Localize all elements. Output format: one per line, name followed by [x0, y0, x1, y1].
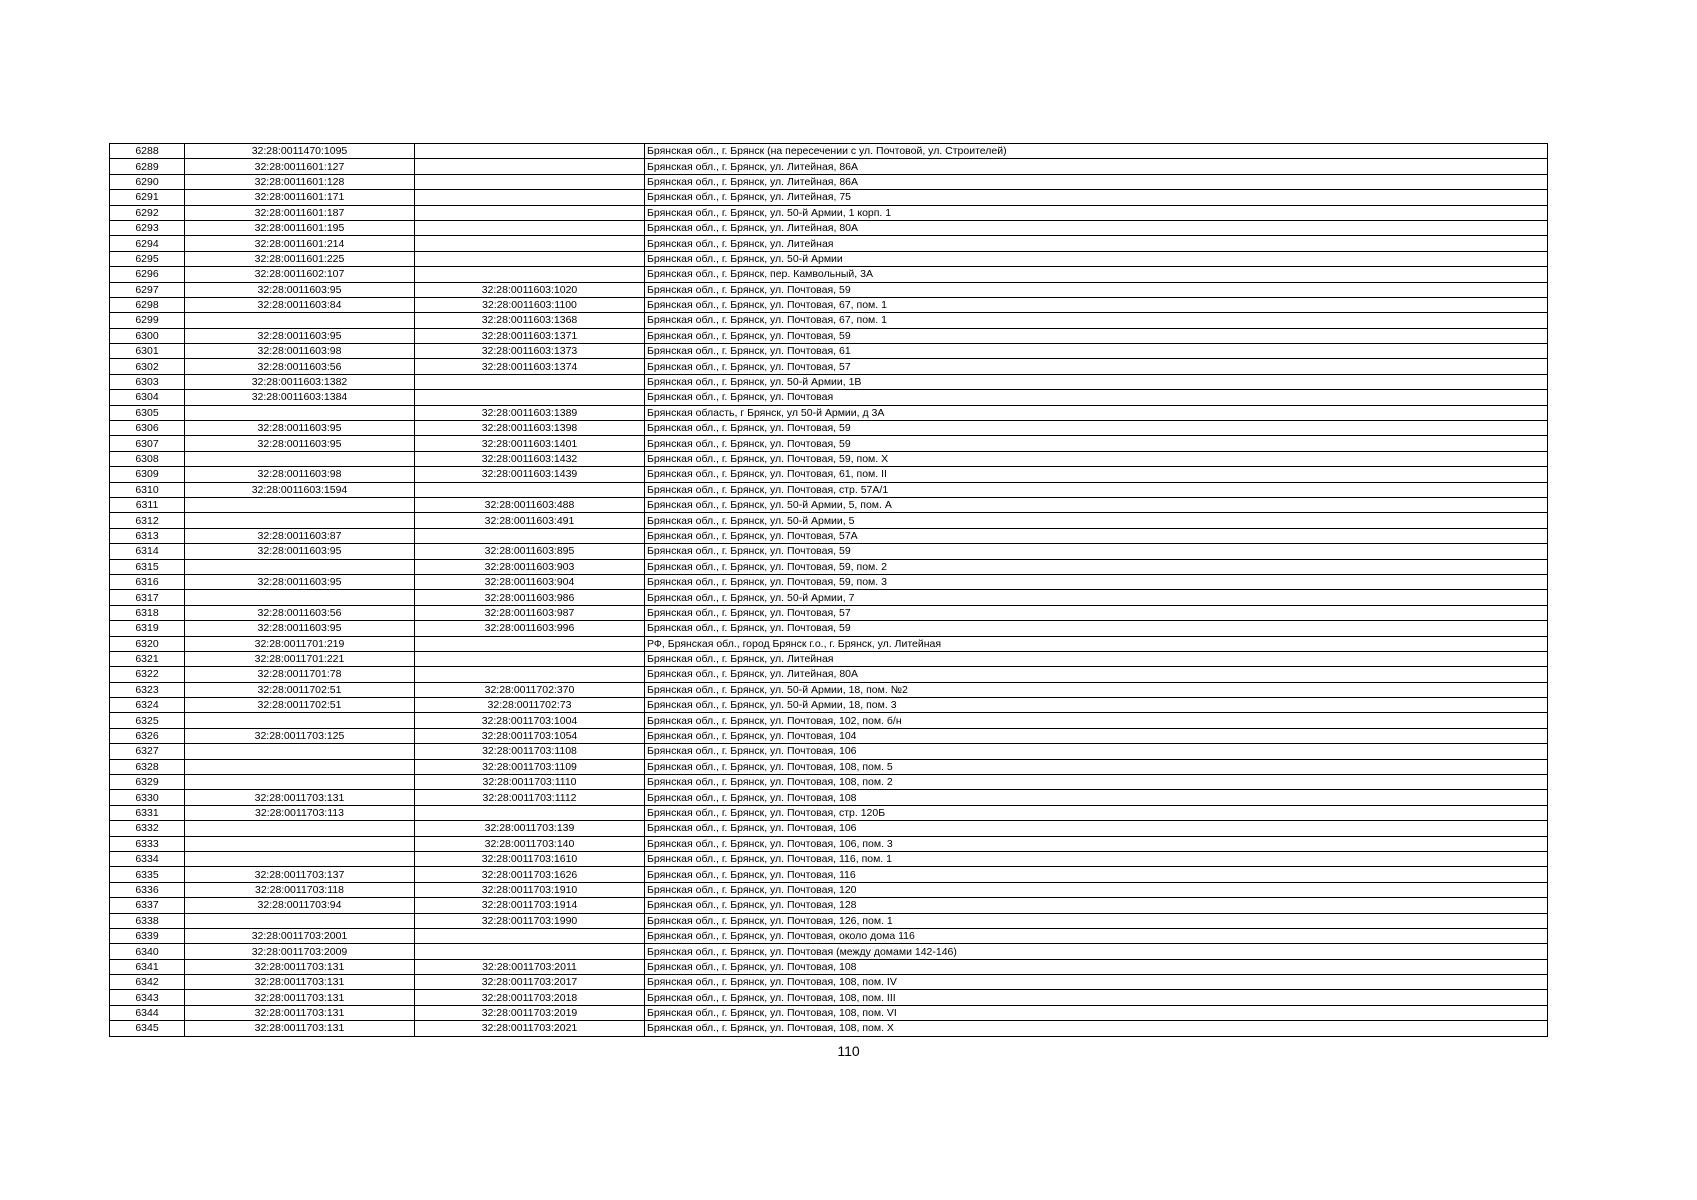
address-cell: Брянская обл., г. Брянск, ул. 50-й Армии, 18, пом. 3 [645, 698, 1548, 713]
address-cell: Брянская обл., г. Брянск, ул. Почтовая, 102, пом. б/н [645, 713, 1548, 728]
address-cell: Брянская обл., г. Брянск, ул. Почтовая, 67, пом. 1 [645, 313, 1548, 328]
table-row [110, 513, 1548, 528]
table-row [110, 805, 1548, 820]
land-cadastral-number-cell [185, 590, 415, 605]
land-cadastral-number-cell: 32:28:0011703:94 [185, 898, 415, 913]
address-cell: Брянская обл., г. Брянск, ул. Почтовая, 106, пом. 3 [645, 836, 1548, 851]
row-number-cell: 6341 [110, 959, 185, 974]
row-number-cell: 6289 [110, 159, 185, 174]
land-cadastral-number-cell: 32:28:0011603:84 [185, 297, 415, 312]
table-row [110, 205, 1548, 220]
land-cadastral-number-cell [185, 513, 415, 528]
address-cell: Брянская обл., г. Брянск, ул. Почтовая, 120 [645, 882, 1548, 897]
address-cell: Брянская обл., г. Брянск, ул. Почтовая, 59, пом. X [645, 451, 1548, 466]
table-row [110, 851, 1548, 866]
row-number-cell: 6345 [110, 1021, 185, 1036]
row-number-cell: 6325 [110, 713, 185, 728]
address-cell: Брянская обл., г. Брянск, ул. Почтовая, 108, пом. 2 [645, 775, 1548, 790]
row-number-cell: 6342 [110, 975, 185, 990]
address-cell: Брянская обл., г. Брянск, ул. Почтовая, 116, пом. 1 [645, 851, 1548, 866]
table-row [110, 544, 1548, 559]
address-cell: Брянская обл., г. Брянск, ул. Почтовая, 108, пом. IV [645, 975, 1548, 990]
table-row [110, 1005, 1548, 1020]
land-cadastral-number-cell: 32:28:0011703:131 [185, 1005, 415, 1020]
table-row [110, 574, 1548, 589]
address-cell: Брянская обл., г. Брянск, ул. Почтовая, стр. 57А/1 [645, 482, 1548, 497]
row-number-cell: 6343 [110, 990, 185, 1005]
object-cadastral-number-cell [415, 944, 645, 959]
address-cell: Брянская обл., г. Брянск, ул. Почтовая, 59 [645, 421, 1548, 436]
land-cadastral-number-cell: 32:28:0011703:118 [185, 882, 415, 897]
table-row [110, 359, 1548, 374]
land-cadastral-number-cell: 32:28:0011701:219 [185, 636, 415, 651]
row-number-cell: 6332 [110, 821, 185, 836]
object-cadastral-number-cell [415, 251, 645, 266]
land-cadastral-number-cell: 32:28:0011603:95 [185, 328, 415, 343]
land-cadastral-number-cell: 32:28:0011603:87 [185, 528, 415, 543]
object-cadastral-number-cell [415, 190, 645, 205]
address-cell: Брянская обл., г. Брянск, ул. Почтовая, 128 [645, 898, 1548, 913]
object-cadastral-number-cell: 32:28:0011603:491 [415, 513, 645, 528]
row-number-cell: 6301 [110, 344, 185, 359]
address-cell: Брянская обл., г. Брянск, ул. Почтовая, 108, пом. VI [645, 1005, 1548, 1020]
object-cadastral-number-cell: 32:28:0011603:895 [415, 544, 645, 559]
row-number-cell: 6291 [110, 190, 185, 205]
land-cadastral-number-cell: 32:28:0011601:128 [185, 174, 415, 189]
table-row [110, 1021, 1548, 1036]
row-number-cell: 6299 [110, 313, 185, 328]
address-cell: Брянская обл., г. Брянск, ул. Почтовая, 59 [645, 544, 1548, 559]
table-row [110, 220, 1548, 235]
land-cadastral-number-cell: 32:28:0011601:187 [185, 205, 415, 220]
row-number-cell: 6315 [110, 559, 185, 574]
row-number-cell: 6305 [110, 405, 185, 420]
row-number-cell: 6344 [110, 1005, 185, 1020]
address-cell: Брянская обл., г. Брянск, ул. Почтовая, 106 [645, 744, 1548, 759]
table-row [110, 775, 1548, 790]
address-cell: Брянская обл., г. Брянск, ул. Литейная, 86А [645, 174, 1548, 189]
row-number-cell: 6323 [110, 682, 185, 697]
table-row [110, 867, 1548, 882]
land-cadastral-number-cell [185, 744, 415, 759]
row-number-cell: 6320 [110, 636, 185, 651]
land-cadastral-number-cell: 32:28:0011701:78 [185, 667, 415, 682]
address-cell: Брянская обл., г. Брянск, ул. Почтовая, 116 [645, 867, 1548, 882]
land-cadastral-number-cell: 32:28:0011603:95 [185, 574, 415, 589]
address-cell: Брянская обл., г. Брянск, ул. Почтовая, 108 [645, 790, 1548, 805]
row-number-cell: 6294 [110, 236, 185, 251]
object-cadastral-number-cell: 32:28:0011603:1398 [415, 421, 645, 436]
object-cadastral-number-cell [415, 220, 645, 235]
address-cell: Брянская обл., г. Брянск, ул. Почтовая, 57А [645, 528, 1548, 543]
row-number-cell: 6335 [110, 867, 185, 882]
address-cell: Брянская обл., г. Брянск, ул. Почтовая, 59 [645, 282, 1548, 297]
row-number-cell: 6307 [110, 436, 185, 451]
object-cadastral-number-cell: 32:28:0011703:1109 [415, 759, 645, 774]
address-cell: Брянская обл., г. Брянск, ул. Почтовая, 104 [645, 728, 1548, 743]
object-cadastral-number-cell: 32:28:0011703:2021 [415, 1021, 645, 1036]
address-cell: Брянская обл., г. Брянск, ул. Почтовая, 61, пом. II [645, 467, 1548, 482]
row-number-cell: 6308 [110, 451, 185, 466]
row-number-cell: 6334 [110, 851, 185, 866]
row-number-cell: 6313 [110, 528, 185, 543]
table-row [110, 405, 1548, 420]
object-cadastral-number-cell [415, 390, 645, 405]
row-number-cell: 6321 [110, 651, 185, 666]
row-number-cell: 6327 [110, 744, 185, 759]
table-row [110, 144, 1548, 159]
address-cell: Брянская обл., г. Брянск, ул. Литейная [645, 236, 1548, 251]
object-cadastral-number-cell: 32:28:0011703:1004 [415, 713, 645, 728]
row-number-cell: 6295 [110, 251, 185, 266]
object-cadastral-number-cell: 32:28:0011703:2018 [415, 990, 645, 1005]
address-cell: Брянская обл., г. Брянск, ул. 50-й Армии, 1 корп. 1 [645, 205, 1548, 220]
table-row [110, 651, 1548, 666]
land-cadastral-number-cell: 32:28:0011703:131 [185, 1021, 415, 1036]
address-cell: Брянская обл., г. Брянск, ул. Почтовая (между домами 142-146) [645, 944, 1548, 959]
row-number-cell: 6310 [110, 482, 185, 497]
land-cadastral-number-cell [185, 851, 415, 866]
object-cadastral-number-cell: 32:28:0011603:996 [415, 621, 645, 636]
object-cadastral-number-cell: 32:28:0011703:1990 [415, 913, 645, 928]
table-row [110, 482, 1548, 497]
object-cadastral-number-cell: 32:28:0011603:1389 [415, 405, 645, 420]
object-cadastral-number-cell: 32:28:0011603:1374 [415, 359, 645, 374]
land-cadastral-number-cell [185, 313, 415, 328]
row-number-cell: 6288 [110, 144, 185, 159]
table-row [110, 497, 1548, 512]
object-cadastral-number-cell [415, 236, 645, 251]
object-cadastral-number-cell: 32:28:0011702:73 [415, 698, 645, 713]
land-cadastral-number-cell: 32:28:0011601:195 [185, 220, 415, 235]
page-number: 110 [837, 1043, 860, 1059]
table-row [110, 313, 1548, 328]
object-cadastral-number-cell: 32:28:0011703:2019 [415, 1005, 645, 1020]
row-number-cell: 6326 [110, 728, 185, 743]
row-number-cell: 6306 [110, 421, 185, 436]
table-row [110, 374, 1548, 389]
object-cadastral-number-cell [415, 805, 645, 820]
row-number-cell: 6319 [110, 621, 185, 636]
land-cadastral-number-cell: 32:28:0011702:51 [185, 682, 415, 697]
row-number-cell: 6338 [110, 913, 185, 928]
object-cadastral-number-cell: 32:28:0011603:1020 [415, 282, 645, 297]
object-cadastral-number-cell [415, 144, 645, 159]
object-cadastral-number-cell [415, 528, 645, 543]
land-cadastral-number-cell: 32:28:0011603:95 [185, 621, 415, 636]
address-cell: Брянская обл., г. Брянск, ул. Литейная, 86А [645, 159, 1548, 174]
address-cell: Брянская обл., г. Брянск, ул. Почтовая, 108, пом. X [645, 1021, 1548, 1036]
table-row [110, 621, 1548, 636]
land-cadastral-number-cell: 32:28:0011603:1384 [185, 390, 415, 405]
object-cadastral-number-cell: 32:28:0011603:987 [415, 605, 645, 620]
address-cell: Брянская обл., г. Брянск, ул. Литейная [645, 651, 1548, 666]
table-row [110, 251, 1548, 266]
row-number-cell: 6337 [110, 898, 185, 913]
object-cadastral-number-cell: 32:28:0011703:139 [415, 821, 645, 836]
row-number-cell: 6340 [110, 944, 185, 959]
table-row [110, 898, 1548, 913]
table-row [110, 913, 1548, 928]
table-row [110, 605, 1548, 620]
row-number-cell: 6339 [110, 928, 185, 943]
row-number-cell: 6297 [110, 282, 185, 297]
object-cadastral-number-cell: 32:28:0011603:1371 [415, 328, 645, 343]
address-cell: Брянская обл., г. Брянск, ул. Литейная, 80А [645, 220, 1548, 235]
table-row [110, 528, 1548, 543]
row-number-cell: 6330 [110, 790, 185, 805]
table-row [110, 698, 1548, 713]
row-number-cell: 6298 [110, 297, 185, 312]
table-row [110, 282, 1548, 297]
row-number-cell: 6317 [110, 590, 185, 605]
land-cadastral-number-cell: 32:28:0011603:56 [185, 359, 415, 374]
object-cadastral-number-cell [415, 267, 645, 282]
address-cell: Брянская обл., г. Брянск, ул. Литейная, 80А [645, 667, 1548, 682]
object-cadastral-number-cell: 32:28:0011703:2011 [415, 959, 645, 974]
land-cadastral-number-cell: 32:28:0011701:221 [185, 651, 415, 666]
address-cell: Брянская обл., г. Брянск, ул. Почтовая, 108 [645, 959, 1548, 974]
land-cadastral-number-cell [185, 405, 415, 420]
land-cadastral-number-cell: 32:28:0011601:214 [185, 236, 415, 251]
table-row [110, 744, 1548, 759]
table-row [110, 436, 1548, 451]
object-cadastral-number-cell: 32:28:0011703:1914 [415, 898, 645, 913]
table-row [110, 667, 1548, 682]
object-cadastral-number-cell [415, 667, 645, 682]
address-cell: Брянская обл., г. Брянск, ул. Почтовая, стр. 120Б [645, 805, 1548, 820]
land-cadastral-number-cell: 32:28:0011703:2001 [185, 928, 415, 943]
land-cadastral-number-cell: 32:28:0011703:113 [185, 805, 415, 820]
table-row [110, 267, 1548, 282]
table-row [110, 467, 1548, 482]
address-cell: Брянская область, г Брянск, ул 50-й Армии, д 3А [645, 405, 1548, 420]
address-cell: Брянская обл., г. Брянск, ул. Почтовая, 59 [645, 436, 1548, 451]
land-cadastral-number-cell: 32:28:0011470:1095 [185, 144, 415, 159]
row-number-cell: 6316 [110, 574, 185, 589]
land-cadastral-number-cell: 32:28:0011603:95 [185, 282, 415, 297]
land-cadastral-number-cell: 32:28:0011603:95 [185, 421, 415, 436]
object-cadastral-number-cell: 32:28:0011703:1108 [415, 744, 645, 759]
address-cell: Брянская обл., г. Брянск, ул. Почтовая, 59, пом. 3 [645, 574, 1548, 589]
row-number-cell: 6309 [110, 467, 185, 482]
land-cadastral-number-cell [185, 559, 415, 574]
land-cadastral-number-cell: 32:28:0011703:131 [185, 975, 415, 990]
table-row [110, 790, 1548, 805]
land-cadastral-number-cell: 32:28:0011703:137 [185, 867, 415, 882]
table-row [110, 975, 1548, 990]
row-number-cell: 6292 [110, 205, 185, 220]
row-number-cell: 6300 [110, 328, 185, 343]
land-cadastral-number-cell: 32:28:0011602:107 [185, 267, 415, 282]
land-cadastral-number-cell: 32:28:0011603:98 [185, 344, 415, 359]
table-row [110, 882, 1548, 897]
address-cell: Брянская обл., г. Брянск, ул. Литейная, 75 [645, 190, 1548, 205]
object-cadastral-number-cell: 32:28:0011703:1910 [415, 882, 645, 897]
address-cell: Брянская обл., г. Брянск, ул. 50-й Армии, 7 [645, 590, 1548, 605]
object-cadastral-number-cell [415, 374, 645, 389]
address-cell: Брянская обл., г. Брянск, ул. Почтовая, 59, пом. 2 [645, 559, 1548, 574]
object-cadastral-number-cell: 32:28:0011603:1439 [415, 467, 645, 482]
object-cadastral-number-cell: 32:28:0011703:140 [415, 836, 645, 851]
row-number-cell: 6329 [110, 775, 185, 790]
address-cell: Брянская обл., г. Брянск (на пересечении с ул. Почтовой, ул. Строителей) [645, 144, 1548, 159]
object-cadastral-number-cell: 32:28:0011603:903 [415, 559, 645, 574]
land-cadastral-number-cell [185, 913, 415, 928]
land-cadastral-number-cell [185, 821, 415, 836]
table-row [110, 682, 1548, 697]
row-number-cell: 6312 [110, 513, 185, 528]
row-number-cell: 6322 [110, 667, 185, 682]
row-number-cell: 6336 [110, 882, 185, 897]
row-number-cell: 6328 [110, 759, 185, 774]
object-cadastral-number-cell: 32:28:0011603:1100 [415, 297, 645, 312]
row-number-cell: 6318 [110, 605, 185, 620]
object-cadastral-number-cell: 32:28:0011603:1373 [415, 344, 645, 359]
land-cadastral-number-cell: 32:28:0011601:171 [185, 190, 415, 205]
object-cadastral-number-cell [415, 482, 645, 497]
object-cadastral-number-cell: 32:28:0011603:986 [415, 590, 645, 605]
object-cadastral-number-cell: 32:28:0011603:1401 [415, 436, 645, 451]
address-cell: Брянская обл., г. Брянск, ул. Почтовая, 57 [645, 359, 1548, 374]
table-row [110, 421, 1548, 436]
land-cadastral-number-cell: 32:28:0011601:225 [185, 251, 415, 266]
land-cadastral-number-cell: 32:28:0011603:1382 [185, 374, 415, 389]
table-row [110, 297, 1548, 312]
object-cadastral-number-cell [415, 928, 645, 943]
land-cadastral-number-cell: 32:28:0011703:125 [185, 728, 415, 743]
address-cell: Брянская обл., г. Брянск, ул. Почтовая, 126, пом. 1 [645, 913, 1548, 928]
address-cell: Брянская обл., г. Брянск, ул. Почтовая, 59 [645, 621, 1548, 636]
object-cadastral-number-cell: 32:28:0011703:1626 [415, 867, 645, 882]
table-row [110, 821, 1548, 836]
table-row [110, 236, 1548, 251]
table-row [110, 159, 1548, 174]
row-number-cell: 6314 [110, 544, 185, 559]
address-cell: Брянская обл., г. Брянск, ул. Почтовая, 67, пом. 1 [645, 297, 1548, 312]
table-row [110, 713, 1548, 728]
address-cell: Брянская обл., г. Брянск, ул. 50-й Армии [645, 251, 1548, 266]
registry-table-body [110, 144, 1548, 1037]
row-number-cell: 6324 [110, 698, 185, 713]
address-cell: РФ, Брянская обл., город Брянск г.о., г. Брянск, ул. Литейная [645, 636, 1548, 651]
table-row [110, 328, 1548, 343]
address-cell: Брянская обл., г. Брянск, ул. 50-й Армии, 1В [645, 374, 1548, 389]
land-cadastral-number-cell: 32:28:0011702:51 [185, 698, 415, 713]
row-number-cell: 6304 [110, 390, 185, 405]
object-cadastral-number-cell [415, 205, 645, 220]
table-row [110, 944, 1548, 959]
object-cadastral-number-cell [415, 174, 645, 189]
table-row [110, 636, 1548, 651]
table-row [110, 836, 1548, 851]
object-cadastral-number-cell: 32:28:0011703:1610 [415, 851, 645, 866]
land-cadastral-number-cell [185, 713, 415, 728]
table-row [110, 759, 1548, 774]
row-number-cell: 6333 [110, 836, 185, 851]
land-cadastral-number-cell [185, 775, 415, 790]
table-row [110, 959, 1548, 974]
table-row [110, 174, 1548, 189]
land-cadastral-number-cell: 32:28:0011703:131 [185, 990, 415, 1005]
address-cell: Брянская обл., г. Брянск, ул. Почтовая, 57 [645, 605, 1548, 620]
object-cadastral-number-cell: 32:28:0011703:2017 [415, 975, 645, 990]
address-cell: Брянская обл., г. Брянск, ул. 50-й Армии, 5, пом. А [645, 497, 1548, 512]
object-cadastral-number-cell: 32:28:0011703:1054 [415, 728, 645, 743]
address-cell: Брянская обл., г. Брянск, ул. Почтовая, 108, пом. 5 [645, 759, 1548, 774]
table-row [110, 928, 1548, 943]
address-cell: Брянская обл., г. Брянск, ул. Почтовая, 61 [645, 344, 1548, 359]
row-number-cell: 6302 [110, 359, 185, 374]
address-cell: Брянская обл., г. Брянск, ул. Почтовая, 59 [645, 328, 1548, 343]
land-cadastral-number-cell: 32:28:0011703:131 [185, 959, 415, 974]
land-cadastral-number-cell: 32:28:0011703:2009 [185, 944, 415, 959]
object-cadastral-number-cell: 32:28:0011603:488 [415, 497, 645, 512]
address-cell: Брянская обл., г. Брянск, пер. Камвольный, 3А [645, 267, 1548, 282]
object-cadastral-number-cell: 32:28:0011603:1432 [415, 451, 645, 466]
object-cadastral-number-cell [415, 636, 645, 651]
object-cadastral-number-cell: 32:28:0011603:904 [415, 574, 645, 589]
row-number-cell: 6331 [110, 805, 185, 820]
address-cell: Брянская обл., г. Брянск, ул. Почтовая, около дома 116 [645, 928, 1548, 943]
registry-table [109, 143, 1548, 1037]
land-cadastral-number-cell [185, 836, 415, 851]
land-cadastral-number-cell [185, 497, 415, 512]
table-row [110, 390, 1548, 405]
table-row [110, 190, 1548, 205]
object-cadastral-number-cell: 32:28:0011603:1368 [415, 313, 645, 328]
address-cell: Брянская обл., г. Брянск, ул. 50-й Армии, 5 [645, 513, 1548, 528]
row-number-cell: 6293 [110, 220, 185, 235]
row-number-cell: 6303 [110, 374, 185, 389]
address-cell: Брянская обл., г. Брянск, ул. 50-й Армии, 18, пом. №2 [645, 682, 1548, 697]
object-cadastral-number-cell [415, 651, 645, 666]
object-cadastral-number-cell: 32:28:0011703:1110 [415, 775, 645, 790]
object-cadastral-number-cell: 32:28:0011702:370 [415, 682, 645, 697]
table-row [110, 451, 1548, 466]
table-row [110, 728, 1548, 743]
land-cadastral-number-cell [185, 451, 415, 466]
table-row [110, 990, 1548, 1005]
land-cadastral-number-cell: 32:28:0011603:98 [185, 467, 415, 482]
table-row [110, 559, 1548, 574]
object-cadastral-number-cell: 32:28:0011703:1112 [415, 790, 645, 805]
address-cell: Брянская обл., г. Брянск, ул. Почтовая, 108, пом. III [645, 990, 1548, 1005]
row-number-cell: 6296 [110, 267, 185, 282]
land-cadastral-number-cell [185, 759, 415, 774]
row-number-cell: 6311 [110, 497, 185, 512]
table-row [110, 344, 1548, 359]
address-cell: Брянская обл., г. Брянск, ул. Почтовая [645, 390, 1548, 405]
object-cadastral-number-cell [415, 159, 645, 174]
land-cadastral-number-cell: 32:28:0011603:56 [185, 605, 415, 620]
row-number-cell: 6290 [110, 174, 185, 189]
address-cell: Брянская обл., г. Брянск, ул. Почтовая, 106 [645, 821, 1548, 836]
land-cadastral-number-cell: 32:28:0011703:131 [185, 790, 415, 805]
land-cadastral-number-cell: 32:28:0011601:127 [185, 159, 415, 174]
land-cadastral-number-cell: 32:28:0011603:95 [185, 544, 415, 559]
land-cadastral-number-cell: 32:28:0011603:1594 [185, 482, 415, 497]
land-cadastral-number-cell: 32:28:0011603:95 [185, 436, 415, 451]
table-row [110, 590, 1548, 605]
